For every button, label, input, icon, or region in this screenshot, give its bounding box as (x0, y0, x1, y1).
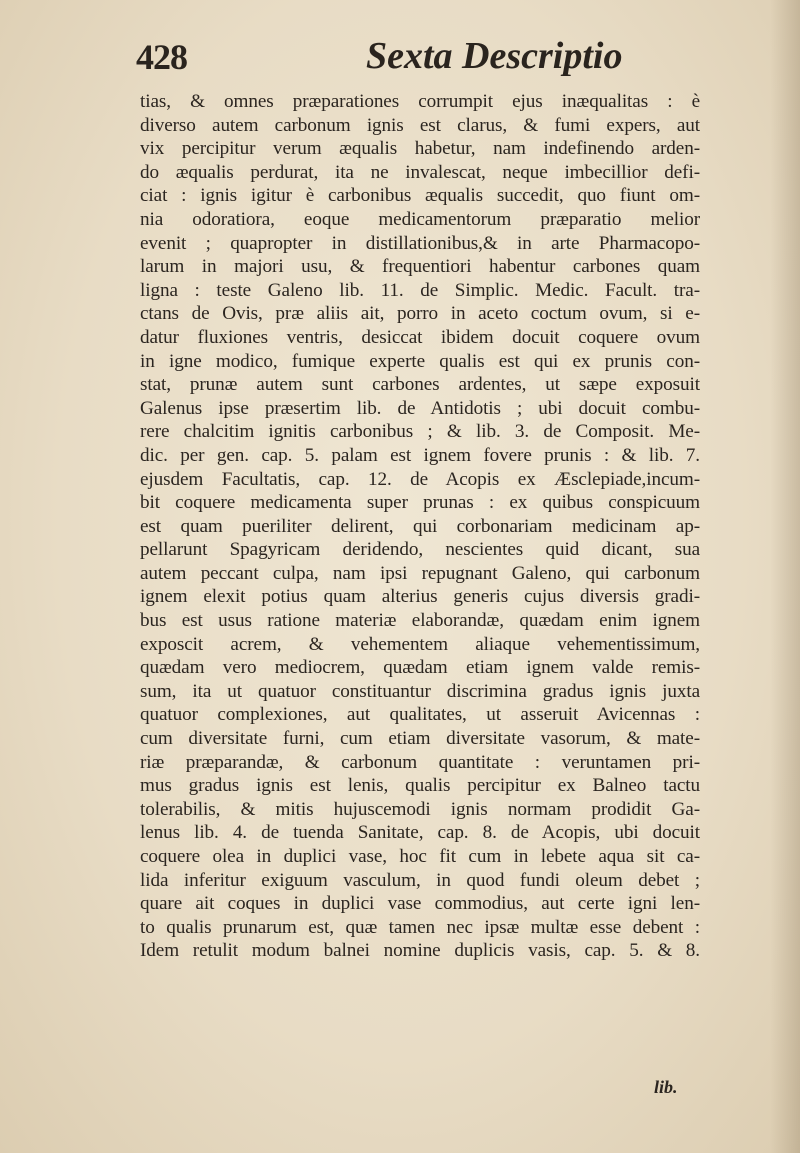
text-line: mus gradus ignis est lenis, qualis percipitur ex Balneo tactu (140, 775, 700, 797)
text-line: in igne modico, fumique experte qualis est qui ex prunis con- (140, 350, 700, 372)
text-line: bus est usus ratione materiæ elaborandæ, quædam enim ignem (140, 610, 700, 632)
page-edge-shadow (770, 0, 800, 1153)
text-line: to qualis prunarum est, quæ tamen nec ipsæ multæ esse debent : (140, 916, 700, 938)
text-line: cum diversitate furni, cum etiam diversitate vasorum, & mate- (140, 728, 700, 750)
text-line: tolerabilis, & mitis hujuscemodi ignis normam prodidit Ga- (140, 798, 700, 820)
text-line: dic. per gen. cap. 5. palam est ignem fovere prunis : & lib. 7. (140, 444, 700, 466)
text-line: lenus lib. 4. de tuenda Sanitate, cap. 8. de Acopis, ubi docuit (140, 822, 700, 844)
body-text (140, 90, 700, 963)
text-line: Idem retulit modum balnei nomine duplicis vasis, cap. 5. & 8. (140, 940, 700, 962)
text-line: lida inferitur exiguum vasculum, in quod fundi oleum debet ; (140, 869, 700, 891)
text-line: ciat : ignis igitur è carbonibus æqualis succedit, quo fiunt om- (140, 185, 700, 207)
text-line: exposcit acrem, & vehementem aliaque vehementissimum, (140, 633, 700, 655)
text-line: tias, & omnes præparationes corrumpit ejus inæqualitas : è (140, 91, 700, 112)
text-line: nia odoratiora, eoque medicamentorum præparatio melior (140, 208, 700, 230)
text-line: do æqualis perdurat, ita ne invalescat, neque imbecillior defi- (140, 161, 700, 183)
text-line: vix percipitur verum æqualis habetur, nam indefinendo arden- (140, 138, 700, 160)
text-line: est quam pueriliter delirent, qui corbonariam medicinam ap- (140, 515, 700, 537)
text-line: bit coquere medicamenta super prunas : ex quibus conspicuum (140, 492, 700, 514)
text-line: datur fluxiones ventris, desiccat ibidem docuit coquere ovum (140, 326, 700, 348)
text-line: stat, prunæ autem sunt carbones ardentes, ut sæpe exposuit (140, 374, 700, 396)
text-line: quare ait coques in duplici vase commodius, aut certe igni len- (140, 893, 700, 915)
catchword: lib. (654, 1077, 678, 1097)
page-number: 428 (136, 37, 187, 77)
text-line: riæ præparandæ, & carbonum quantitate : veruntamen pri- (140, 751, 700, 773)
text-line: autem peccant culpa, nam ipsi repugnant Galeno, qui carbonum (140, 562, 700, 584)
text-line: ignem elexit potius quam alterius generis cujus diversis gradi- (140, 586, 700, 608)
text-line: pellarunt Spagyricam deridendo, nescientes quid dicant, sua (140, 539, 700, 561)
text-line: diverso autem carbonum ignis est clarus, & fumi expers, aut (140, 114, 700, 136)
text-line: larum in majori usu, & frequentiori habentur carbones quam (140, 256, 700, 278)
text-line: ejusdem Facultatis, cap. 12. de Acopis ex Æsclepiade,incum- (140, 468, 700, 490)
text-line: ligna : teste Galeno lib. 11. de Simplic. Medic. Facult. tra- (140, 279, 700, 301)
text-line: quatuor complexiones, aut qualitates, ut asseruit Avicennas : (140, 704, 700, 726)
text-line: Galenus ipse præsertim lib. de Antidotis ; ubi docuit combu- (140, 397, 700, 419)
text-line: ctans de Ovis, præ aliis ait, porro in aceto coctum ovum, si e- (140, 303, 700, 325)
page-header (136, 30, 696, 82)
text-line: evenit ; quapropter in distillationibus,& in arte Pharmacopo- (140, 232, 700, 254)
text-line: rere chalcitim ignitis carbonibus ; & lib. 3. de Composit. Me- (140, 421, 700, 443)
text-line: sum, ita ut quatuor constituantur discrimina gradus ignis juxta (140, 680, 700, 702)
running-head: Sexta Descriptio (366, 35, 623, 77)
text-line: coquere olea in duplici vase, hoc fit cum in lebete aqua sit ca- (140, 846, 700, 867)
text-line: quædam vero mediocrem, quædam etiam ignem valde remis- (140, 657, 700, 679)
